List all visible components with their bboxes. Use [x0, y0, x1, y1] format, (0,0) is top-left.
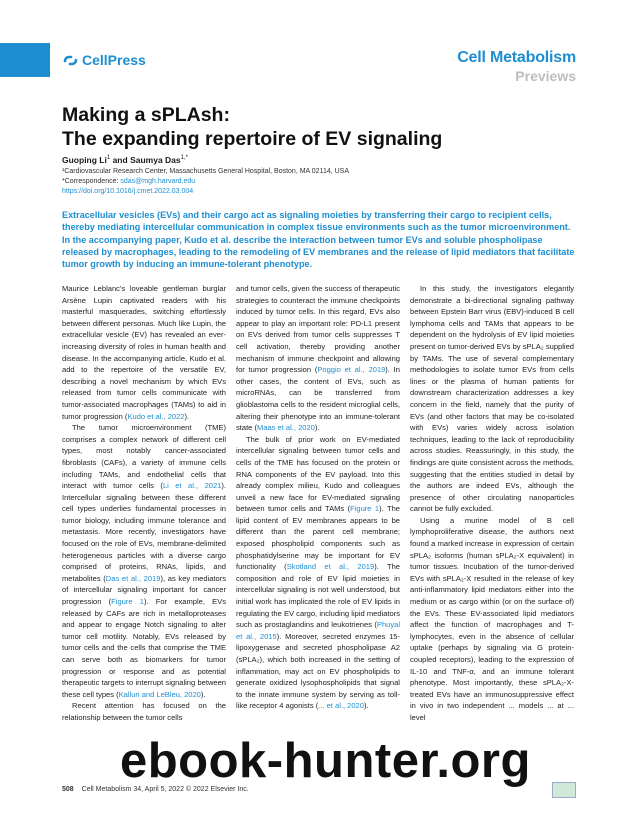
text: and tumor cells, given the success of therapeutic strategies to counteract the immune checkpoints induced by tumor cells. In this regard, EVs also appear to play an important role: PD-L1 present on EVs derived from tumor cells suppresses T cell activation, thereby providing another mechanism of immune checkpoint and allowing for tumor progression ( — [236, 284, 400, 375]
page-footer — [62, 786, 249, 793]
citation-link[interactable]: Das et al., 2019 — [105, 573, 161, 583]
section-name: Previews — [515, 68, 576, 84]
footer-citation: Cell Metabolism 34, April 5, 2022 © 2022 Elsevier Inc. — [81, 786, 249, 793]
citation-link[interactable]: Maas et al., 2020 — [256, 423, 315, 433]
title-line-2: The expanding repertoire of EV signaling — [62, 128, 443, 150]
watermark: ebook-hunter.org — [120, 734, 531, 788]
text: ). — [314, 423, 320, 433]
text: The tumor microenvironment (TME) comprises a complex network of different cell types, most notably cancer-associated fibroblasts (CAFs), a variety of immune cells including TAMs, and endothelial cells that interact with tumor cells ( — [62, 423, 226, 491]
author-affiliation-mark: 1 — [106, 155, 111, 162]
citation-link[interactable]: Poggio et al., 2019 — [317, 365, 386, 375]
citation-link[interactable]: Kudo et al., 2022 — [127, 411, 185, 421]
figure-link[interactable]: Figure 1 — [111, 597, 144, 607]
text: ). — [363, 701, 369, 711]
page-number: 508 — [62, 786, 74, 793]
paragraph — [236, 283, 400, 434]
header-accent-bar — [0, 43, 50, 77]
abstract: Extracellular vesicles (EVs) and their cargo act as signaling moieties by transferring their cargo to recipient cells, thereby mediating intercellular communication in complex tissue environments such as the tumor microenvironment. In the accompanying paper, Kudo et al. describe the interaction between tumor EVs and soluble phospholipase released by macrophages, leading to the remodeling of EV membranes and the release of lipid mediators that facilitate tumor growth by inducing an immune-tolerant phenotype. — [62, 210, 575, 270]
citation-link[interactable]: Li et al., 2021 — [162, 481, 222, 491]
corner-badge-icon — [552, 782, 576, 798]
citation-link[interactable]: Kalluri and LeBleu, 2020 — [118, 689, 201, 699]
citation-link[interactable]: Skotland et al., 2019 — [286, 562, 375, 572]
figure-link[interactable]: Figure 1 — [350, 504, 380, 514]
author-conjunction: and — [112, 155, 128, 165]
journal-header — [457, 49, 576, 84]
cellpress-logo[interactable] — [63, 52, 146, 68]
publisher-name: CellPress — [82, 52, 146, 68]
doi — [62, 187, 193, 197]
title-line-1: Making a sPLAsh: — [62, 104, 230, 126]
text: ). The composition and role of EV lipid moieties in intercellular signaling is not well understood, but initial work has implicated the role of EV lipids in regulating the EV cargo, including lipid mediators such as prostaglandins and leukotrienes ( — [236, 562, 401, 630]
correspondence — [62, 177, 195, 187]
affiliation: ¹Cardiovascular Research Center, Massachusetts General Hospital, Boston, MA 02114, USA — [62, 168, 350, 175]
article-title — [62, 103, 442, 151]
correspondence-email-link[interactable]: sdas@mgh.harvard.edu — [120, 178, 196, 185]
paragraph — [236, 434, 400, 712]
body-column-1 — [62, 283, 226, 724]
text: The bulk of prior work on EV-mediated intercellular signaling between tumor cells and cells of the TME has focused on the protein or RNA components of the EV payload. Into this already complex milieu, Kudo and colleagues unveil a new face for EV-mediated signaling between tumor cells and TAMs ( — [236, 434, 400, 514]
doi-link[interactable]: https://doi.org/10.1016/j.cmet.2022.03.004 — [62, 188, 194, 195]
paragraph — [62, 422, 226, 700]
author-name: Saumya Das — [130, 155, 181, 165]
paragraph: Recent attention has focused on the relationship between the tumor cells — [62, 701, 226, 722]
journal-name: Cell Metabolism — [457, 49, 576, 66]
text: ). In other cases, the content of EVs, such as microRNAs, can be transferred from glioblastoma cells to the resident microglial cells, altering their phenotype into an immune-tolerant state ( — [236, 365, 400, 433]
text: ). — [184, 411, 190, 421]
citation-link[interactable]: ... et al., 2020 — [318, 701, 364, 711]
body-column-2 — [236, 283, 400, 712]
correspondence-label: *Correspondence: — [62, 178, 119, 185]
paragraph: In this study, the investigators elegantly demonstrate a bi-directional signaling pathway between Epstein Barr virus (EBV)-induced B cell lymphoma cells and TAMs that appears to be dependent on the hydrolysis of EV lipid moieties present on tumor-derived EVs by sPLA₂ supplied by TAMs. The use of several complementary methodologies to isolate tumor EVs from cells lines or the plasma of human patients for downstream characterization addresses a key concern in the field, namely that the purity of EVs (and other factors that may be co-isolated with EVs) varies widely across isolation techniques, leading to the lack of reproducibility across studies. Reassuringly, in this study, the findings are quite consistent across the methods, suggesting that the entities studied in detail by the authors are indeed EVs, although the presence of other circulating nanoparticles cannot be fully excluded. — [410, 284, 574, 514]
author-list — [62, 155, 188, 165]
author-name: Guoping Li — [62, 155, 107, 165]
text: ). — [200, 689, 206, 699]
author-affiliation-mark: 1,* — [180, 155, 188, 162]
cellpress-icon — [63, 53, 78, 68]
body-column-3 — [410, 283, 574, 724]
text: ). For example, EVs released by CAFs are rich in metalloproteases and appear to engage Notch signaling to alter tumor cell motility. Notably, EVs released by tumor cells and the cells that comprise the TME can serve both as biomarkers for tumor progression or response and as potential therapeutic targets to interrupt signaling between these cell types ( — [62, 597, 227, 699]
text: ). Moreover, secreted enzymes 15-lipoxygenase and secreted phospholipase A2 (sPLA₂), which both increased in the setting of inflammation, may act on EV phospholipids to generate oxidized lysophospholipids that signal to the innate immune system by serving as toll-like receptor 4 agonists ( — [236, 631, 400, 711]
citation-link[interactable]: Phuyal et al., 2015 — [236, 620, 400, 641]
text: ). The lipid content of EV membranes appears to be different than the parent cell membrane; exposed phospholipid components such as phosphatidylserine may be important for EV functionality ( — [236, 504, 400, 572]
text: ). Intercellular signaling between these different cell types underlies fundamental processes in tumor biology, including immune tolerance and metastasis. More recently, investigators have focused on the role of EVs, membrane-delimited heterogeneous particles with a diverse cargo comprised of proteins, RNAs, lipids, and metabolites ( — [62, 481, 226, 583]
text: Maurice Leblanc’s loveable gentleman burglar Arsène Lupin captivated readers with his masterful masquerades, switching effortlessly between different personas. Much like Lupin, the extracellular vesicle (EV) has revealed an ever-increasing diversity of roles in human health and disease. In the accompanying article, Kudo et al. add to the repertoire of the versatile EV, describing a novel mechanism by which EVs released from tumor cells communicate with tumor-associated macrophages (TAMs) to aid in tumor progression ( — [62, 284, 226, 421]
text: ), as key mediators of intercellular signaling important for cancer progression ( — [62, 573, 226, 607]
paragraph: Using a murine model of B cell lymphoproliferative disease, the authors next found a marked increase in expression of certain sPLA₂ isoforms (human sPLA₂-X equivalent) in tumor tissues. Incubation of the tumor-derived EVs with sPLA₂-X resulted in the release of key anti-inflammatory lipid mediators either into the medium or as cargo within (or on the surface of) the EVs. These EV-associated lipid mediators affect the function of macrophages and T-lymphocytes, even in the absence of cellular uptake (perhaps by signaling via G protein-coupled receptors), leading to the expression of IL-10 and TNF-α, and an immune tolerant phenotype. Most importantly, these sPLA₂-X-treated EVs have an immunosuppressive effect in vivo in two independent ... models ... at ... level — [410, 515, 574, 722]
paragraph — [62, 283, 226, 422]
